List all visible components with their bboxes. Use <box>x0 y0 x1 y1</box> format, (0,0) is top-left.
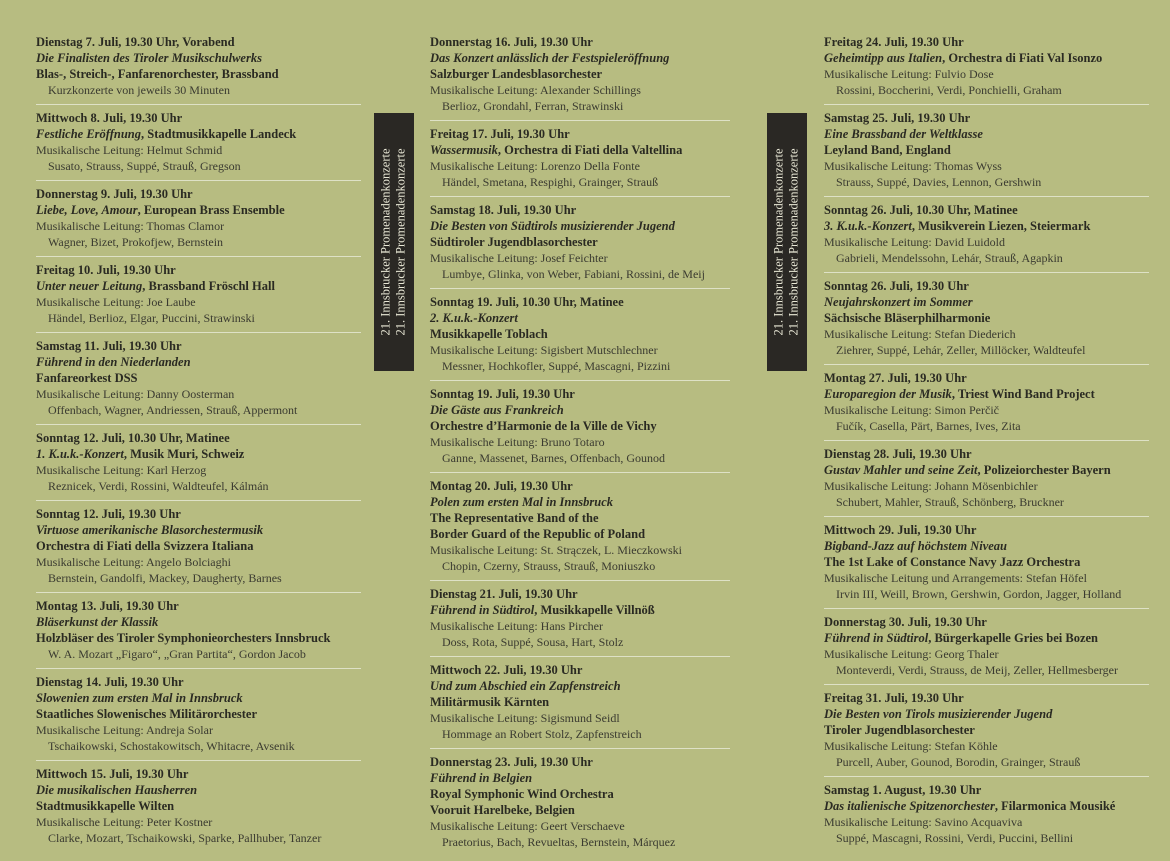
concert-title-line <box>824 630 1149 646</box>
concert-subtitle: Die musikalischen Hausherren <box>36 783 198 797</box>
musical-director: Musikalische Leitung: Lorenzo Della Fonte <box>430 159 640 173</box>
musical-director: Musikalische Leitung: Alexander Schillings <box>430 83 641 97</box>
musical-director: Musikalische Leitung: Helmut Schmid <box>36 143 223 157</box>
concert-program: Tschaikowski, Schostakowitsch, Whitacre, Avsenik <box>48 739 295 753</box>
concert-ensemble: Leyland Band, England <box>824 143 951 157</box>
concert-ensemble: Orchestre d’Harmonie de la Ville de Vichy <box>430 419 657 433</box>
concert-ensemble: Militärmusik Kärnten <box>430 695 550 709</box>
concert-entry <box>36 110 361 181</box>
musical-director: Musikalische Leitung: Geert Verschaeve <box>430 819 625 833</box>
concert-program: Praetorius, Bach, Revueltas, Bernstein, Márquez <box>442 835 676 849</box>
concert-ensemble-inline: , Brassband Fröschl Hall <box>142 279 275 293</box>
concert-ensemble: Blas-, Streich-, Fanfarenorchester, Brassband <box>36 67 279 81</box>
concert-date: Montag 27. Juli, 19.30 Uhr <box>824 371 967 385</box>
concert-title-line <box>824 218 1149 234</box>
musical-director: Musikalische Leitung und Arrangements: Stefan Höfel <box>824 571 1087 585</box>
concert-entry <box>36 674 361 761</box>
concert-subtitle: Polen zum ersten Mal in Innsbruck <box>430 495 614 509</box>
concert-entry <box>430 126 730 197</box>
concert-title-line <box>36 354 361 370</box>
concert-title-line <box>36 50 361 66</box>
concert-title-line <box>36 202 361 218</box>
concert-title-line <box>36 278 361 294</box>
concert-title-line <box>824 294 1149 310</box>
concert-program: Wagner, Bizet, Prokofjew, Bernstein <box>48 235 224 249</box>
concert-ensemble: Musikkapelle Toblach <box>430 327 548 341</box>
concert-date: Mittwoch 15. Juli, 19.30 Uhr <box>36 767 189 781</box>
concert-subtitle: Eine Brassband der Weltklasse <box>824 127 983 141</box>
concert-title-line <box>430 494 730 510</box>
side-label-band-1 <box>374 113 414 371</box>
concert-date: Mittwoch 22. Juli, 19.30 Uhr <box>430 663 583 677</box>
concert-program: Gabrieli, Mendelssohn, Lehár, Strauß, Agapkin <box>836 251 1063 265</box>
concert-subtitle: Geheimtipp aus Italien <box>824 51 943 65</box>
concert-title-line <box>430 602 730 618</box>
concert-ensemble-inline: , Bürgerkapelle Gries bei Bozen <box>928 631 1098 645</box>
concert-program: Berlioz, Grondahl, Ferran, Strawinski <box>442 99 624 113</box>
concert-date: Donnerstag 16. Juli, 19.30 Uhr <box>430 35 593 49</box>
concert-entry <box>430 294 730 381</box>
concert-entry <box>824 614 1149 685</box>
concert-subtitle: Festliche Eröffnung <box>36 127 141 141</box>
concert-date: Donnerstag 23. Juli, 19.30 Uhr <box>430 755 593 769</box>
concert-ensemble-inline: , Musik Muri, Schweiz <box>123 447 245 461</box>
musical-director: Musikalische Leitung: Savino Acquaviva <box>824 815 1023 829</box>
concert-ensemble-inline: , Orchestra di Fiati della Valtellina <box>497 143 683 157</box>
concert-date: Montag 13. Juli, 19.30 Uhr <box>36 599 179 613</box>
concert-entry <box>430 386 730 473</box>
side-label-line-1: 21. Innsbrucker Promenadenkonzerte <box>772 148 786 336</box>
concert-date: Donnerstag 30. Juli, 19.30 Uhr <box>824 615 987 629</box>
concert-program: Doss, Rota, Suppé, Sousa, Hart, Stolz <box>442 635 624 649</box>
concert-subtitle: Unter neuer Leitung <box>36 279 143 293</box>
concert-entry <box>824 370 1149 441</box>
concert-date: Sonntag 26. Juli, 19.30 Uhr <box>824 279 969 293</box>
concert-program: Offenbach, Wagner, Andriessen, Strauß, Appermont <box>48 403 298 417</box>
concert-subtitle: 2. K.u.k.-Konzert <box>430 311 518 325</box>
musical-director: Musikalische Leitung: St. Strączek, L. Mieczkowski <box>430 543 682 557</box>
concert-ensemble: Holzbläser des Tiroler Symphonieorchesters Innsbruck <box>36 631 331 645</box>
concert-title-line <box>824 462 1149 478</box>
concert-program: Reznicek, Verdi, Rossini, Waldteufel, Kálmán <box>48 479 269 493</box>
concert-ensemble: The 1st Lake of Constance Navy Jazz Orchestra <box>824 555 1081 569</box>
concert-ensemble: Orchestra di Fiati della Svizzera Italiana <box>36 539 254 553</box>
concert-title-line <box>430 770 730 786</box>
concert-date: Sonntag 19. Juli, 19.30 Uhr <box>430 387 575 401</box>
concert-program: Rossini, Boccherini, Verdi, Ponchielli, Graham <box>836 83 1062 97</box>
concert-subtitle: Führend in Belgien <box>430 771 533 785</box>
concert-subtitle: Die Besten von Südtirols musizierender Jugend <box>430 219 675 233</box>
concert-program: Irvin III, Weill, Brown, Gershwin, Gordon, Jagger, Holland <box>836 587 1122 601</box>
concert-date: Dienstag 21. Juli, 19.30 Uhr <box>430 587 578 601</box>
concert-date: Sonntag 19. Juli, 10.30 Uhr, Matinee <box>430 295 624 309</box>
concert-title-line <box>824 50 1149 66</box>
concert-program: Ganne, Massenet, Barnes, Offenbach, Gounod <box>442 451 666 465</box>
program-column-1 <box>36 34 361 857</box>
concert-entry <box>36 766 361 852</box>
concert-program: Kurzkonzerte von jeweils 30 Minuten <box>48 83 230 97</box>
concert-date: Freitag 17. Juli, 19.30 Uhr <box>430 127 570 141</box>
concert-ensemble-inline: , Musikkapelle Villnöß <box>534 603 655 617</box>
concert-date: Samstag 25. Juli, 19.30 Uhr <box>824 111 971 125</box>
musical-director: Musikalische Leitung: Karl Herzog <box>36 463 207 477</box>
program-column-3 <box>824 34 1149 857</box>
concert-title-line <box>824 126 1149 142</box>
concert-ensemble: Tiroler Jugendblasorchester <box>824 723 975 737</box>
concert-subtitle: Wassermusik <box>430 143 498 157</box>
concert-ensemble-inline: , Polizeiorchester Bayern <box>977 463 1111 477</box>
concert-date: Dienstag 28. Juli, 19.30 Uhr <box>824 447 972 461</box>
concert-entry <box>430 662 730 749</box>
concert-program: Schubert, Mahler, Strauß, Schönberg, Bruckner <box>836 495 1064 509</box>
concert-ensemble: Sächsische Bläserphilharmonie <box>824 311 991 325</box>
musical-director: Musikalische Leitung: Josef Feichter <box>430 251 608 265</box>
concert-ensemble-inline: , Filarmonica Mousiké <box>994 799 1116 813</box>
musical-director: Musikalische Leitung: Danny Oosterman <box>36 387 235 401</box>
concert-program: Susato, Strauss, Suppé, Strauß, Gregson <box>48 159 241 173</box>
concert-program: Fučík, Casella, Pärt, Barnes, Ives, Zita <box>836 419 1021 433</box>
side-label-line-1: 21. Innsbrucker Promenadenkonzerte <box>379 148 393 336</box>
concert-program: Hommage an Robert Stolz, Zapfenstreich <box>442 727 642 741</box>
side-label-line-2: 21. Innsbrucker Promenadenkonzerte <box>787 148 801 336</box>
concert-entry <box>430 202 730 289</box>
musical-director: Musikalische Leitung: Angelo Bolciaghi <box>36 555 231 569</box>
concert-program: Monteverdi, Verdi, Strauss, de Meij, Zeller, Hellmesberger <box>836 663 1119 677</box>
concert-entry <box>430 754 730 856</box>
concert-program: Purcell, Auber, Gounod, Borodin, Grainger, Strauß <box>836 755 1081 769</box>
concert-entry <box>824 202 1149 273</box>
concert-date: Samstag 1. August, 19.30 Uhr <box>824 783 982 797</box>
concert-ensemble: Fanfareorkest DSS <box>36 371 138 385</box>
musical-director: Musikalische Leitung: Stefan Diederich <box>824 327 1016 341</box>
side-label-band-2 <box>767 113 807 371</box>
concert-program: Ziehrer, Suppé, Lehár, Zeller, Millöcker, Waldteufel <box>836 343 1086 357</box>
concert-subtitle: Europaregion der Musik <box>824 387 952 401</box>
musical-director: Musikalische Leitung: Simon Perčič <box>824 403 999 417</box>
concert-title-line <box>430 142 730 158</box>
concert-program: Strauss, Suppé, Davies, Lennon, Gershwin <box>836 175 1042 189</box>
concert-date: Montag 20. Juli, 19.30 Uhr <box>430 479 573 493</box>
concert-date: Samstag 11. Juli, 19.30 Uhr <box>36 339 182 353</box>
concert-program: Lumbye, Glinka, von Weber, Fabiani, Rossini, de Meij <box>442 267 705 281</box>
concert-ensemble: Stadtmusikkapelle Wilten <box>36 799 175 813</box>
musical-director: Musikalische Leitung: Georg Thaler <box>824 647 999 661</box>
concert-subtitle: Liebe, Love, Amour <box>36 203 138 217</box>
concert-subtitle: Slowenien zum ersten Mal in Innsbruck <box>36 691 243 705</box>
concert-entry <box>36 186 361 257</box>
concert-title-line <box>36 782 361 798</box>
musical-director: Musikalische Leitung: Andreja Solar <box>36 723 213 737</box>
concert-subtitle: Gustav Mahler und seine Zeit <box>824 463 978 477</box>
concert-title-line <box>36 126 361 142</box>
concert-ensemble-line-2: Vooruit Harelbeke, Belgien <box>430 803 575 817</box>
concert-subtitle: Und zum Abschied ein Zapfenstreich <box>430 679 621 693</box>
concert-entry <box>36 34 361 105</box>
concert-entry <box>824 690 1149 777</box>
side-label-text <box>772 148 802 335</box>
concert-entry <box>36 430 361 501</box>
side-label-text <box>379 148 409 335</box>
concert-ensemble: Südtiroler Jugendblasorchester <box>430 235 598 249</box>
concert-subtitle: Führend in Südtirol <box>824 631 929 645</box>
musical-director: Musikalische Leitung: David Luidold <box>824 235 1005 249</box>
concert-title-line <box>430 310 730 326</box>
concert-date: Freitag 24. Juli, 19.30 Uhr <box>824 35 964 49</box>
concert-title-line <box>430 678 730 694</box>
concert-date: Dienstag 7. Juli, 19.30 Uhr, Vorabend <box>36 35 235 49</box>
concert-subtitle: 1. K.u.k.-Konzert <box>36 447 124 461</box>
concert-date: Donnerstag 9. Juli, 19.30 Uhr <box>36 187 193 201</box>
concert-ensemble-inline: , Stadtmusikkapelle Landeck <box>141 127 297 141</box>
concert-date: Sonntag 12. Juli, 10.30 Uhr, Matinee <box>36 431 230 445</box>
concert-program: Messner, Hochkofler, Suppé, Mascagni, Pizzini <box>442 359 671 373</box>
musical-director: Musikalische Leitung: Peter Kostner <box>36 815 213 829</box>
concert-title-line <box>824 798 1149 814</box>
concert-ensemble-inline: , Musikverein Liezen, Steiermark <box>911 219 1091 233</box>
concert-title-line <box>36 614 361 630</box>
concert-ensemble: Royal Symphonic Wind Orchestra <box>430 787 614 801</box>
concert-ensemble-inline: , European Brass Ensemble <box>137 203 285 217</box>
concert-title-line <box>824 386 1149 402</box>
concert-ensemble-line-2: Border Guard of the Republic of Poland <box>430 527 646 541</box>
side-label-line-2: 21. Innsbrucker Promenadenkonzerte <box>394 148 408 336</box>
concert-ensemble: Salzburger Landesblasorchester <box>430 67 603 81</box>
concert-entry <box>430 586 730 657</box>
concert-ensemble: Staatliches Slowenisches Militärorchester <box>36 707 258 721</box>
concert-subtitle: Führend in Südtirol <box>430 603 535 617</box>
concert-program: Clarke, Mozart, Tschaikowski, Sparke, Pallhuber, Tanzer <box>48 831 322 845</box>
concert-title-line <box>36 446 361 462</box>
concert-title-line <box>36 522 361 538</box>
concert-date: Freitag 31. Juli, 19.30 Uhr <box>824 691 964 705</box>
concert-subtitle: Die Finalisten des Tiroler Musikschulwerks <box>36 51 262 65</box>
concert-program: Bernstein, Gandolfi, Mackey, Daugherty, Barnes <box>48 571 282 585</box>
concert-title-line <box>36 690 361 706</box>
concert-date: Sonntag 12. Juli, 19.30 Uhr <box>36 507 181 521</box>
concert-subtitle: Die Gäste aus Frankreich <box>430 403 564 417</box>
concert-entry <box>824 278 1149 365</box>
musical-director: Musikalische Leitung: Thomas Wyss <box>824 159 1002 173</box>
concert-entry <box>824 522 1149 609</box>
concert-subtitle: Neujahrskonzert im Sommer <box>824 295 973 309</box>
concert-date: Freitag 10. Juli, 19.30 Uhr <box>36 263 176 277</box>
musical-director: Musikalische Leitung: Fulvio Dose <box>824 67 994 81</box>
concert-date: Dienstag 14. Juli, 19.30 Uhr <box>36 675 184 689</box>
concert-program: Chopin, Czerny, Strauss, Strauß, Moniuszko <box>442 559 656 573</box>
concert-date: Mittwoch 8. Juli, 19.30 Uhr <box>36 111 183 125</box>
musical-director: Musikalische Leitung: Thomas Clamor <box>36 219 225 233</box>
musical-director: Musikalische Leitung: Sigismund Seidl <box>430 711 620 725</box>
musical-director: Musikalische Leitung: Sigisbert Mutschlechner <box>430 343 658 357</box>
concert-entry <box>824 782 1149 852</box>
concert-entry <box>430 34 730 121</box>
concert-ensemble: The Representative Band of the <box>430 511 599 525</box>
concert-entry <box>36 506 361 593</box>
musical-director: Musikalische Leitung: Hans Pircher <box>430 619 603 633</box>
concert-date: Samstag 18. Juli, 19.30 Uhr <box>430 203 577 217</box>
concert-entry <box>824 446 1149 517</box>
concert-subtitle: Bläserkunst der Klassik <box>36 615 159 629</box>
concert-ensemble-inline: , Orchestra di Fiati Val Isonzo <box>942 51 1103 65</box>
musical-director: Musikalische Leitung: Stefan Köhle <box>824 739 998 753</box>
concert-title-line <box>430 218 730 234</box>
concert-program: W. A. Mozart „Figaro“, „Gran Partita“, Gordon Jacob <box>48 647 306 661</box>
concert-date: Sonntag 26. Juli, 10.30 Uhr, Matinee <box>824 203 1018 217</box>
concert-program: Suppé, Mascagni, Rossini, Verdi, Puccini, Bellini <box>836 831 1074 845</box>
concert-program: Händel, Smetana, Respighi, Grainger, Strauß <box>442 175 659 189</box>
concert-title-line <box>824 706 1149 722</box>
concert-entry <box>824 34 1149 105</box>
concert-subtitle: Bigband-Jazz auf höchstem Niveau <box>824 539 1008 553</box>
concert-subtitle: Führend in den Niederlanden <box>36 355 191 369</box>
musical-director: Musikalische Leitung: Bruno Totaro <box>430 435 605 449</box>
musical-director: Musikalische Leitung: Joe Laube <box>36 295 196 309</box>
concert-entry <box>36 338 361 425</box>
concert-subtitle: Das Konzert anlässlich der Festspieleröffnung <box>430 51 670 65</box>
concert-subtitle: Das italienische Spitzenorchester <box>824 799 995 813</box>
concert-ensemble-inline: , Triest Wind Band Project <box>951 387 1095 401</box>
concert-program: Händel, Berlioz, Elgar, Puccini, Strawinski <box>48 311 255 325</box>
concert-title-line <box>824 538 1149 554</box>
program-column-2 <box>430 34 730 861</box>
concert-entry <box>430 478 730 581</box>
concert-subtitle: Virtuose amerikanische Blasorchestermusik <box>36 523 264 537</box>
concert-title-line <box>430 50 730 66</box>
concert-subtitle: Die Besten von Tirols musizierender Jugend <box>824 707 1053 721</box>
musical-director: Musikalische Leitung: Johann Mösenbichler <box>824 479 1038 493</box>
concert-entry <box>36 598 361 669</box>
concert-date: Mittwoch 29. Juli, 19.30 Uhr <box>824 523 977 537</box>
concert-title-line <box>430 402 730 418</box>
concert-entry <box>36 262 361 333</box>
concert-subtitle: 3. K.u.k.-Konzert <box>824 219 912 233</box>
concert-entry <box>824 110 1149 197</box>
